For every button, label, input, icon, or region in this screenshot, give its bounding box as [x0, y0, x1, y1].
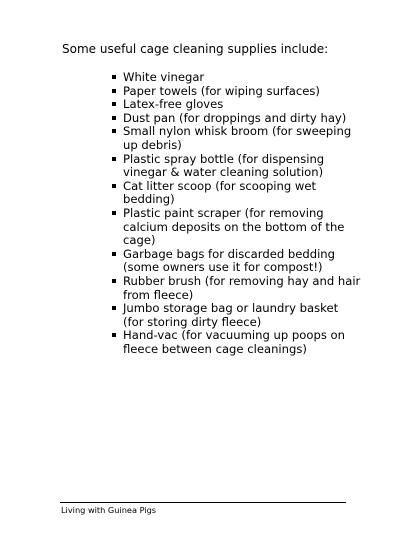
list-item-text: Latex-free gloves — [123, 97, 224, 112]
bullet-icon — [112, 116, 116, 120]
list-item — [112, 125, 362, 152]
list-item-text: Dust pan (for droppings and dirty hay) — [123, 110, 347, 125]
bullet-icon — [112, 129, 116, 133]
list-item-text: Hand-vac (for vacuuming up poops on fleece between cage cleanings) — [123, 328, 345, 356]
list-item-text: Rubber brush (for removing hay and hair from fleece) — [123, 273, 361, 302]
list-item — [112, 207, 362, 248]
list-item-text: Paper towels (for wiping surfaces) — [123, 83, 320, 98]
list-item — [112, 153, 362, 180]
list-item — [112, 180, 362, 207]
intro-text: Some useful cage cleaning supplies include: — [62, 42, 329, 56]
bullet-icon — [112, 306, 116, 310]
list-item — [112, 112, 362, 126]
list-item-text: Plastic spray bottle (for dispensing vinegar & water cleaning solution) — [123, 151, 325, 180]
list-item-text: Small nylon whisk broom (for sweeping up debris) — [123, 124, 352, 152]
bullet-icon — [112, 211, 116, 215]
footer-title: Living with Guinea Pigs — [61, 505, 157, 515]
list-item — [112, 329, 362, 356]
bullet-icon — [112, 252, 116, 256]
supply-list — [112, 71, 362, 356]
bullet-icon — [112, 102, 116, 106]
list-item-text: Jumbo storage bag or laundry basket (for storing dirty fleece) — [123, 301, 339, 329]
list-item-text: Cat litter scoop (for scooping wet bedding) — [123, 178, 317, 207]
footer-divider — [60, 502, 346, 503]
bullet-icon — [112, 333, 116, 337]
list-item-text: White vinegar — [123, 70, 205, 84]
list-item-text: Plastic paint scraper (for removing calcium deposits on the bottom of the cage) — [123, 205, 345, 248]
list-item — [112, 275, 362, 302]
list-item — [112, 98, 362, 112]
bullet-icon — [112, 157, 116, 161]
list-item — [112, 302, 362, 329]
list-item — [112, 71, 362, 85]
bullet-icon — [112, 279, 116, 283]
list-item — [112, 248, 362, 275]
list-item — [112, 85, 362, 99]
bullet-icon — [112, 184, 116, 188]
bullet-icon — [112, 75, 116, 79]
list-item-text: Garbage bags for discarded bedding (some owners use it for compost!) — [123, 246, 336, 275]
bullet-icon — [112, 89, 116, 93]
